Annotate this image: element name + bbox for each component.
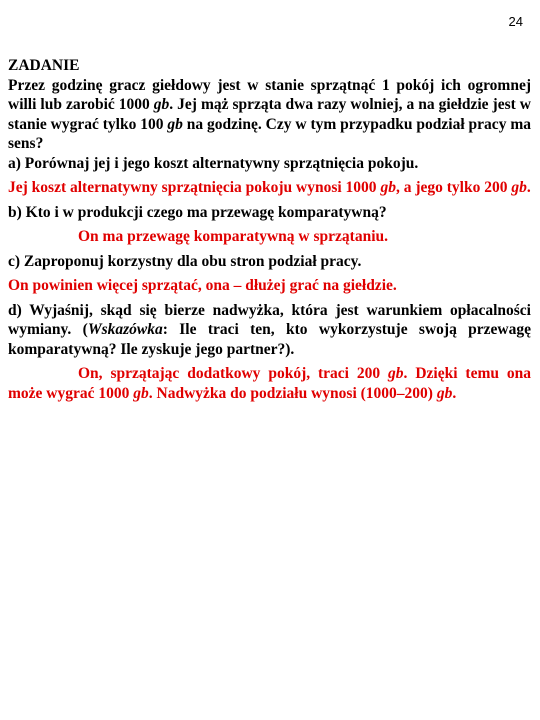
answer-b: On ma przewagę komparatywną w sprzątaniu. (78, 228, 388, 245)
question-d: d) Wyjaśnij, skąd się bierze nadwyżka, która jest warunkiem opłacalności wymiany. (Wskazówka: Ile traci ten, kto wykorzystuje swoją przewagę komparatywną? Ile zyskuje jego partner?). (8, 301, 531, 358)
answer-a: Jej koszt alternatywny sprzątnięcia pokoju wynosi 1000 gb, a jego tylko 200 gb. (8, 179, 531, 196)
question-b: b) Kto i w produkcji czego ma przewagę komparatywną? (8, 203, 387, 221)
document-body (8, 56, 531, 403)
page-number: 24 (508, 14, 523, 29)
question-c: c) Zaproponuj korzystny dla obu stron podział pracy. (8, 252, 362, 270)
question-a: a) Porównaj jej i jego koszt alternatywny sprzątnięcia pokoju. (8, 154, 419, 172)
task-intro: Przez godzinę gracz giełdowy jest w stanie sprzątnąć 1 pokój ich ogromnej willi lub zarobić 1000 gb. Jej mąż sprząta dwa razy wolniej, a na giełdzie jest w stanie wygrać tylko 100 gb na godzinę. Czy w tym przypadku podział pracy ma sens? (8, 76, 531, 152)
answer-d: On, sprzątając dodatkowy pokój, traci 200 gb. Dzięki temu ona może wygrać 1000 gb. Nadwyżka do podziału wynosi (1000–200) gb. (8, 365, 532, 402)
task-title: ZADANIE (8, 57, 80, 74)
answer-c: On powinien więcej sprzątać, ona – dłużej grać na giełdzie. (8, 277, 397, 294)
